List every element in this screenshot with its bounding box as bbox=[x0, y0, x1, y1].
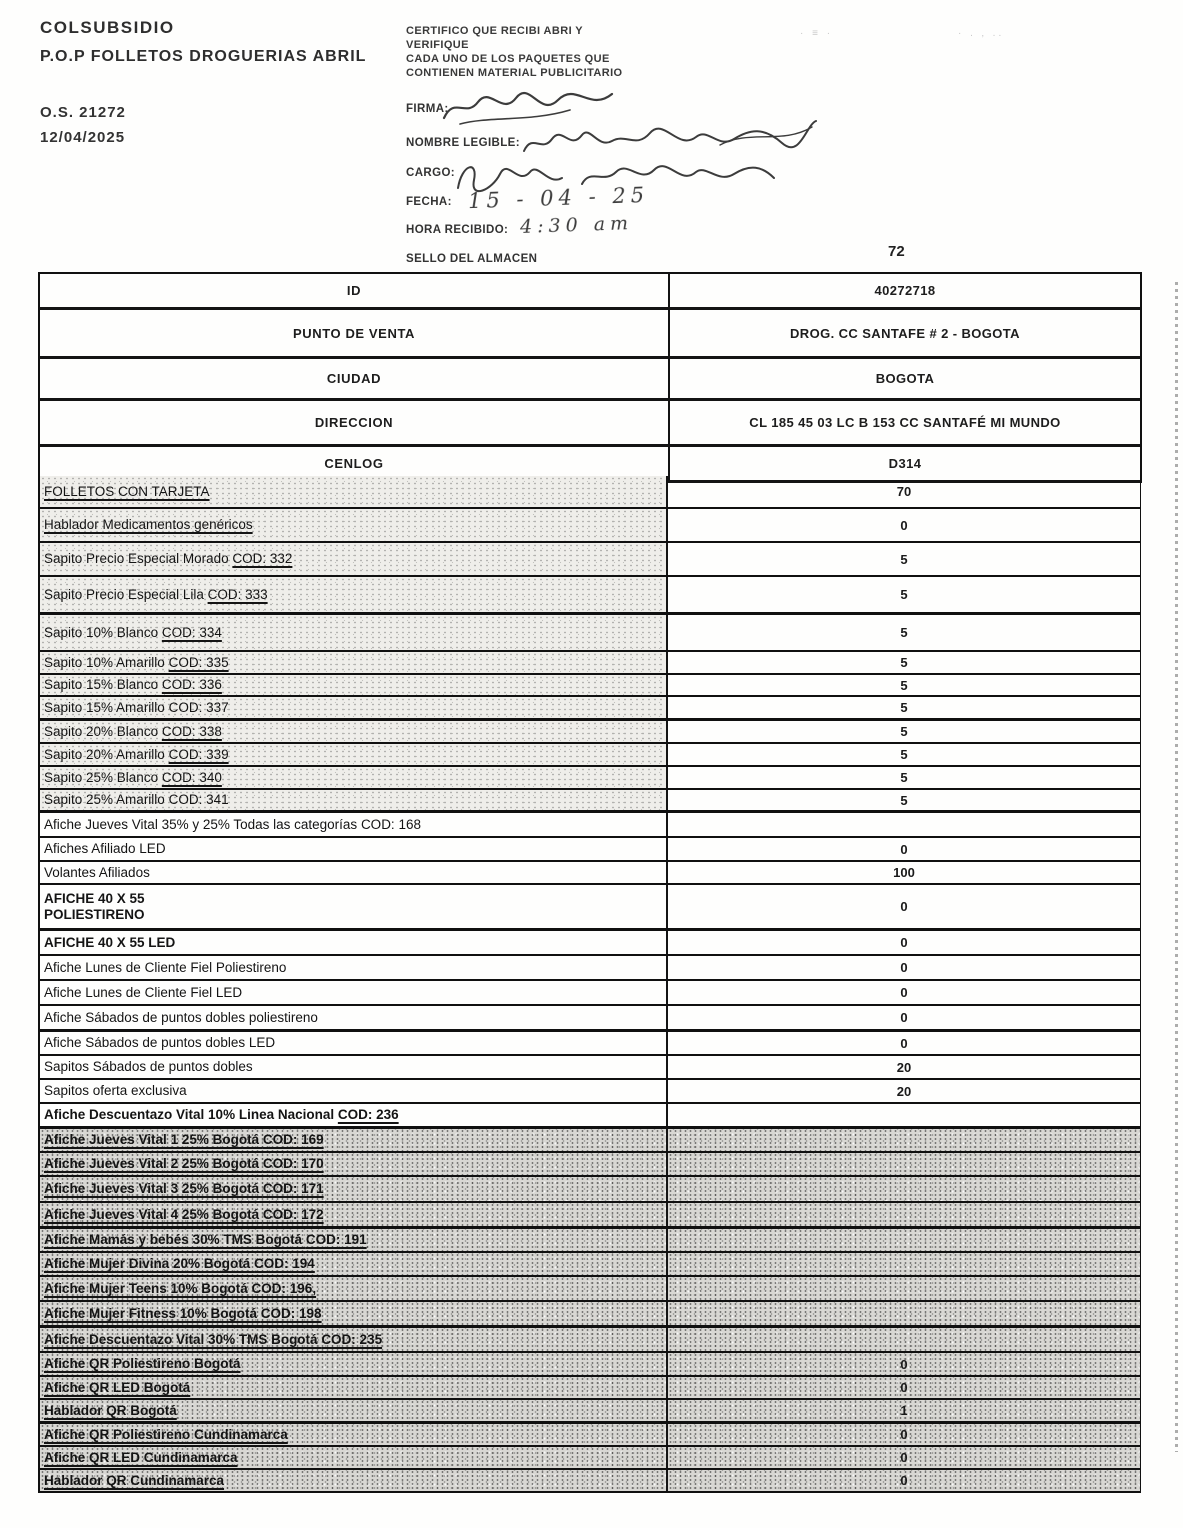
table-row bbox=[40, 652, 1140, 675]
table-row bbox=[40, 509, 1140, 543]
table-row bbox=[40, 1424, 1140, 1447]
table-row bbox=[40, 1129, 1140, 1153]
item-name: Afiches Afiliado LED bbox=[44, 841, 166, 857]
scan-artifact: · . ‚ .. bbox=[958, 28, 1005, 39]
item-quantity: 5 bbox=[900, 792, 908, 808]
item-cod: COD: 172 bbox=[262, 1206, 324, 1222]
item-quantity: 5 bbox=[900, 625, 908, 640]
item-label bbox=[44, 792, 666, 808]
item-label bbox=[44, 551, 666, 567]
item-label bbox=[44, 587, 666, 603]
item-quantity: 5 bbox=[900, 700, 908, 715]
item-cod: COD: 335 bbox=[168, 654, 229, 670]
handwritten-fecha: 15 - 04 - 25 bbox=[467, 182, 650, 214]
item-quantity: 0 bbox=[900, 517, 908, 533]
item-name: Afiche Mujer Fitness 10% Bogotá bbox=[44, 1305, 261, 1321]
table-row bbox=[40, 790, 1140, 813]
table-row bbox=[40, 675, 1140, 697]
table-row bbox=[40, 1302, 1140, 1328]
item-cod: COD: 341 bbox=[168, 792, 229, 808]
item-cod: COD: 169 bbox=[262, 1132, 324, 1148]
info-value: D314 bbox=[888, 456, 922, 471]
item-name: Hablador Medicamentos genéricos bbox=[44, 517, 253, 533]
certification-line: CADA UNO DE LOS PAQUETES QUE bbox=[406, 53, 610, 65]
table-row bbox=[40, 476, 1140, 509]
item-cod: COD: 334 bbox=[161, 624, 222, 640]
table-row bbox=[40, 1080, 1140, 1104]
table-row bbox=[40, 721, 1140, 744]
item-quantity: 0 bbox=[668, 1377, 1140, 1398]
item-name: Afiche Mujer Divina 20% Bogotá bbox=[44, 1256, 255, 1272]
item-name: AFICHE 40 X 55 LED bbox=[44, 934, 176, 950]
item-cod: COD: 236 bbox=[337, 1107, 399, 1123]
table-row bbox=[40, 1447, 1140, 1470]
table-row bbox=[40, 1470, 1140, 1493]
item-label bbox=[44, 1427, 666, 1443]
table-row bbox=[40, 1328, 1140, 1353]
item-label bbox=[44, 1207, 666, 1223]
table-row bbox=[40, 813, 1140, 838]
item-label bbox=[44, 625, 666, 641]
hora-recibido-label: HORA RECIBIDO: bbox=[406, 224, 509, 236]
item-label bbox=[44, 1035, 666, 1051]
item-label bbox=[44, 1181, 666, 1197]
info-label: PUNTO DE VENTA bbox=[40, 310, 670, 356]
table-row bbox=[40, 1229, 1140, 1253]
item-cod: COD: 337 bbox=[168, 699, 229, 715]
item-label bbox=[44, 1083, 666, 1099]
table-row bbox=[40, 1277, 1140, 1302]
item-name: Afiche Mamás y bebés 30% TMS Bogotá bbox=[44, 1232, 306, 1248]
scan-artifact-edge bbox=[1175, 282, 1178, 1452]
table-row bbox=[40, 1400, 1140, 1424]
table-row bbox=[40, 767, 1140, 790]
item-quantity bbox=[668, 1302, 1140, 1325]
item-name: Sapito 25% Amarillo bbox=[44, 792, 169, 808]
table-row bbox=[40, 1353, 1140, 1377]
item-quantity: 5 bbox=[900, 747, 908, 762]
item-quantity: 1 bbox=[668, 1400, 1140, 1421]
item-name: Afiche Sábados de puntos dobles LED bbox=[44, 1035, 276, 1051]
item-name: Afiche QR Poliestireno Cundinamarca bbox=[44, 1426, 288, 1442]
item-label bbox=[44, 1332, 666, 1348]
item-quantity bbox=[668, 1177, 1140, 1201]
document-date: 12/04/2025 bbox=[40, 129, 126, 146]
item-quantity: 20 bbox=[896, 1083, 912, 1099]
table-row bbox=[40, 1006, 1140, 1032]
item-quantity: 0 bbox=[668, 1470, 1140, 1491]
item-cod: COD: 339 bbox=[168, 746, 229, 762]
item-label bbox=[44, 1306, 666, 1322]
document-title: P.O.P FOLLETOS DROGUERIAS ABRIL bbox=[40, 48, 367, 65]
info-row bbox=[40, 274, 1140, 310]
item-quantity: 100 bbox=[893, 865, 915, 880]
item-name: FOLLETOS CON TARJETA bbox=[44, 483, 210, 499]
item-name: AFICHE 40 X 55 bbox=[44, 890, 145, 906]
item-quantity: 70 bbox=[896, 484, 912, 499]
item-label bbox=[44, 484, 666, 500]
table-row bbox=[40, 1056, 1140, 1080]
item-quantity: 20 bbox=[896, 1059, 912, 1075]
item-quantity: 5 bbox=[900, 677, 908, 693]
table-row bbox=[40, 981, 1140, 1006]
item-quantity: 0 bbox=[668, 1447, 1140, 1468]
item-quantity: 0 bbox=[668, 1353, 1140, 1375]
item-name: Afiche Mujer Teens 10% Bogotá bbox=[44, 1280, 252, 1296]
item-label bbox=[44, 517, 666, 533]
item-name: Afiche Jueves Vital 4 25% Bogotá bbox=[44, 1206, 263, 1222]
item-cod: COD: 340 bbox=[161, 769, 222, 785]
item-name: Sapito 15% Amarillo bbox=[44, 699, 169, 715]
item-quantity: 0 bbox=[900, 935, 908, 950]
item-label bbox=[44, 1107, 666, 1123]
certification-line: CONTIENEN MATERIAL PUBLICITARIO bbox=[406, 67, 623, 79]
item-label bbox=[44, 1356, 666, 1372]
item-name: Volantes Afiliados bbox=[44, 864, 150, 880]
info-label: ID bbox=[40, 274, 670, 307]
table-row bbox=[40, 931, 1140, 956]
item-quantity bbox=[668, 1104, 1140, 1126]
certification-line: VERIFIQUE bbox=[406, 39, 469, 51]
table-row bbox=[40, 697, 1140, 721]
info-label: CIUDAD bbox=[40, 359, 670, 398]
item-name: Sapito Precio Especial Morado bbox=[44, 551, 233, 567]
item-quantity: 0 bbox=[900, 1035, 908, 1051]
info-row bbox=[40, 359, 1140, 401]
certification-block bbox=[406, 24, 706, 80]
item-name: Hablador QR Bogotá bbox=[44, 1402, 177, 1418]
info-value: DROG. CC SANTAFE # 2 - BOGOTA bbox=[790, 325, 1020, 341]
item-label bbox=[44, 1156, 666, 1172]
item-name: Afiche Lunes de Cliente Fiel LED bbox=[44, 984, 243, 1000]
table-row bbox=[40, 1177, 1140, 1203]
store-info-table bbox=[38, 272, 1142, 483]
item-cod: COD: 191 bbox=[305, 1232, 367, 1248]
item-cod: COD: 333 bbox=[207, 586, 268, 602]
item-cod: COD: 336 bbox=[161, 677, 222, 693]
scan-artifact: · ≡ · bbox=[800, 28, 834, 39]
info-value: CL 185 45 03 LC B 153 CC SANTAFÉ MI MUNDO bbox=[749, 415, 1061, 430]
table-row bbox=[40, 956, 1140, 981]
table-row bbox=[40, 838, 1140, 862]
fecha-label: FECHA: bbox=[406, 196, 452, 208]
item-label bbox=[44, 1232, 666, 1248]
item-cod: COD: 194 bbox=[254, 1256, 315, 1272]
table-row bbox=[40, 1032, 1140, 1056]
item-label bbox=[44, 1059, 666, 1075]
item-cod: COD: 168 bbox=[360, 816, 421, 832]
table-row bbox=[40, 1203, 1140, 1229]
item-name: Afiche Descuentazo Vital 10% Linea Nacional bbox=[44, 1107, 338, 1123]
item-label bbox=[44, 1281, 666, 1297]
item-quantity: 5 bbox=[900, 587, 908, 602]
item-name: Sapito 15% Blanco bbox=[44, 677, 162, 693]
item-name: Sapito 20% Blanco bbox=[44, 723, 162, 739]
item-name: Afiche Jueves Vital 1 25% Bogotá bbox=[44, 1132, 263, 1148]
cargo-label: CARGO: bbox=[406, 167, 456, 179]
item-label bbox=[44, 770, 666, 786]
item-cod: COD: 196, bbox=[251, 1280, 317, 1296]
item-label bbox=[44, 677, 666, 693]
item-name: Afiche Descuentazo Vital 30% TMS Bogotá bbox=[44, 1331, 322, 1347]
info-row bbox=[40, 401, 1140, 447]
table-row bbox=[40, 885, 1140, 931]
item-quantity: 5 bbox=[900, 770, 908, 785]
item-quantity: 0 bbox=[668, 1424, 1140, 1445]
item-name: Afiche QR LED Bogotá bbox=[44, 1379, 191, 1395]
table-row bbox=[40, 543, 1140, 577]
order-number: O.S. 21272 bbox=[40, 104, 126, 121]
item-name: Sapito 10% Blanco bbox=[44, 624, 162, 640]
table-row bbox=[40, 862, 1140, 885]
item-quantity bbox=[668, 1203, 1140, 1226]
table-row bbox=[40, 577, 1140, 615]
item-label bbox=[44, 724, 666, 740]
item-quantity bbox=[668, 1253, 1140, 1275]
item-quantity bbox=[668, 1277, 1140, 1300]
item-name: Sapito 20% Amarillo bbox=[44, 746, 169, 762]
firma-label: FIRMA: bbox=[406, 103, 449, 115]
item-label bbox=[44, 1403, 666, 1419]
document-header bbox=[40, 18, 366, 146]
item-quantity: 5 bbox=[900, 724, 908, 739]
item-quantity: 5 bbox=[900, 551, 908, 567]
item-label bbox=[44, 985, 666, 1001]
item-quantity bbox=[668, 1229, 1140, 1251]
item-quantity: 5 bbox=[900, 655, 908, 670]
item-label bbox=[44, 1380, 666, 1396]
materials-table bbox=[38, 476, 1141, 1493]
item-label bbox=[44, 841, 666, 857]
item-quantity: 0 bbox=[900, 841, 908, 857]
item-label bbox=[44, 655, 666, 671]
item-label bbox=[44, 1132, 666, 1148]
item-label bbox=[44, 700, 666, 716]
certification-line: CERTIFICO QUE RECIBI ABRI Y bbox=[406, 25, 584, 37]
item-name: Afiche QR Poliestireno Bogotá bbox=[44, 1356, 241, 1372]
item-quantity bbox=[668, 1328, 1140, 1351]
item-quantity bbox=[668, 1129, 1140, 1151]
info-value: BOGOTA bbox=[875, 371, 935, 386]
table-row bbox=[40, 744, 1140, 767]
item-quantity: 0 bbox=[900, 985, 908, 1000]
info-value: 40272718 bbox=[874, 283, 936, 298]
item-label bbox=[44, 960, 666, 976]
item-name: Afiche Sábados de puntos dobles poliestireno bbox=[44, 1009, 318, 1025]
item-name: Hablador QR Cundinamarca bbox=[44, 1472, 225, 1488]
table-row bbox=[40, 1104, 1140, 1129]
item-label bbox=[44, 1450, 666, 1466]
item-name: Sapitos oferta exclusiva bbox=[44, 1083, 187, 1099]
table-row bbox=[40, 1253, 1140, 1277]
item-cod: COD: 198 bbox=[260, 1305, 322, 1321]
item-quantity: 0 bbox=[900, 1010, 908, 1025]
info-label: DIRECCION bbox=[40, 401, 670, 444]
item-name: Afiche Jueves Vital 35% y 25% Todas las categorías bbox=[44, 816, 361, 832]
item-label bbox=[44, 891, 666, 907]
table-row bbox=[40, 1377, 1140, 1400]
nombre-legible-label: NOMBRE LEGIBLE: bbox=[406, 137, 520, 149]
handwritten-hora: 4:30 am bbox=[519, 212, 634, 238]
item-label-line2: POLIESTIRENO bbox=[44, 906, 145, 922]
item-cod: COD: 332 bbox=[232, 551, 293, 567]
item-label bbox=[44, 1256, 666, 1272]
item-name: Afiche Lunes de Cliente Fiel Poliestireno bbox=[44, 959, 287, 975]
sello-almacen-label: SELLO DEL ALMACEN bbox=[406, 253, 538, 265]
item-name: Sapitos Sábados de puntos dobles bbox=[44, 1059, 253, 1075]
item-label bbox=[44, 935, 666, 951]
item-quantity: 0 bbox=[900, 899, 908, 914]
page-number: 72 bbox=[888, 243, 905, 260]
item-name: Afiche Jueves Vital 3 25% Bogotá bbox=[44, 1181, 263, 1197]
item-cod: COD: 170 bbox=[262, 1156, 324, 1172]
item-label bbox=[44, 747, 666, 763]
item-label bbox=[44, 817, 666, 833]
item-name: Sapito 10% Amarillo bbox=[44, 654, 169, 670]
item-name: Sapito Precio Especial Lila bbox=[44, 586, 208, 602]
company-name: COLSUBSIDIO bbox=[40, 18, 175, 37]
item-label bbox=[44, 865, 666, 881]
item-name: Afiche QR LED Cundinamarca bbox=[44, 1449, 238, 1465]
info-label: CENLOG bbox=[40, 447, 670, 480]
item-cod: COD: 171 bbox=[262, 1181, 324, 1197]
info-row bbox=[40, 310, 1140, 359]
table-row bbox=[40, 1153, 1140, 1177]
item-label bbox=[44, 1473, 666, 1489]
item-quantity bbox=[668, 1153, 1140, 1175]
item-name: Sapito 25% Blanco bbox=[44, 769, 162, 785]
table-row bbox=[40, 615, 1140, 652]
item-quantity: 0 bbox=[900, 960, 908, 975]
item-label bbox=[44, 1010, 666, 1026]
item-cod: COD: 235 bbox=[321, 1331, 383, 1347]
item-quantity bbox=[668, 813, 1140, 836]
item-cod: COD: 338 bbox=[161, 723, 222, 739]
item-name: Afiche Jueves Vital 2 25% Bogotá bbox=[44, 1156, 263, 1172]
